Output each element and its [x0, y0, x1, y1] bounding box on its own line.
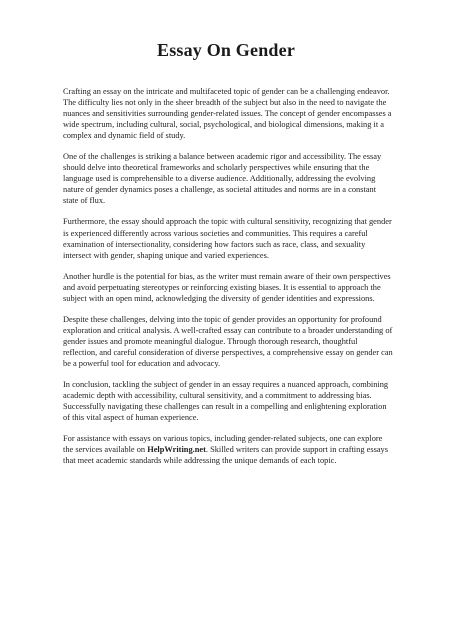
helpwriting-link[interactable]: HelpWriting.net — [147, 445, 206, 455]
paragraph-intro: Crafting an essay on the intricate and multifaceted topic of gender can be a challenging endeavor. The difficulty lies not only in the sheer breadth of the subject but also in the need to navigate the nuances and sensitivities surrounding gender-related issues. The concept of gender encompasses a wide spectrum, including cultural, social, psychological, and biological dimensions, making it a complex and dynamic field of study. — [63, 87, 392, 141]
paragraph-opportunity: Despite these challenges, delving into the topic of gender provides an opportunity for profound exploration and critical analysis. A well-crafted essay can contribute to a broader understanding of gender issues and promote meaningful dialogue. Through thorough research, thoughtful reflection, and careful consideration of diverse perspectives, a comprehensive essay on gender can be a powerful tool for education and advocacy. — [63, 314, 393, 368]
paragraph-bias: Another hurdle is the potential for bias, as the writer must remain aware of their own perspectives and avoid perpetuating stereotypes or reinforcing existing biases. It is essential to approach the subject with an open mind, acknowledging the diversity of gender identities and expressions. — [63, 271, 391, 303]
paragraph-cultural-sensitivity: Furthermore, the essay should approach the topic with cultural sensitivity, recognizing that gender is experienced differently across various societies and communities. This requires a careful examination of intersectionality, considering how factors such as race, class, and sexuality intersect with gender, shaping unique and varied experiences. — [63, 217, 392, 260]
assistance-text-after: . Skilled writers can provide support in crafting essays that meet academic standards while addressing the unique demands of each topic. — [63, 445, 389, 466]
essay-body — [63, 86, 393, 476]
paragraph-assistance — [63, 433, 393, 466]
assistance-text-before: For assistance with essays on various topics, including gender-related subjects, one can explore the services available on — [63, 434, 383, 455]
page-title: Essay On Gender — [156, 40, 296, 60]
paragraph-challenges: One of the challenges is striking a balance between academic rigor and accessibility. The essay should delve into theoretical frameworks and scholarly perspectives while ensuring that the language used is comprehensible to a diverse audience. Additionally, addressing the evolving nature of gender dynamics poses a challenge, as societal attitudes and norms are in a constant state of flux. — [63, 152, 382, 206]
paragraph-conclusion: In conclusion, tackling the subject of gender in an essay requires a nuanced approach, combining academic depth with accessibility, cultural sensitivity, and a commitment to addressing bias. Successfully navigating these challenges can result in a compelling and enlightening exploration of this vital aspect of human experience. — [63, 380, 389, 423]
